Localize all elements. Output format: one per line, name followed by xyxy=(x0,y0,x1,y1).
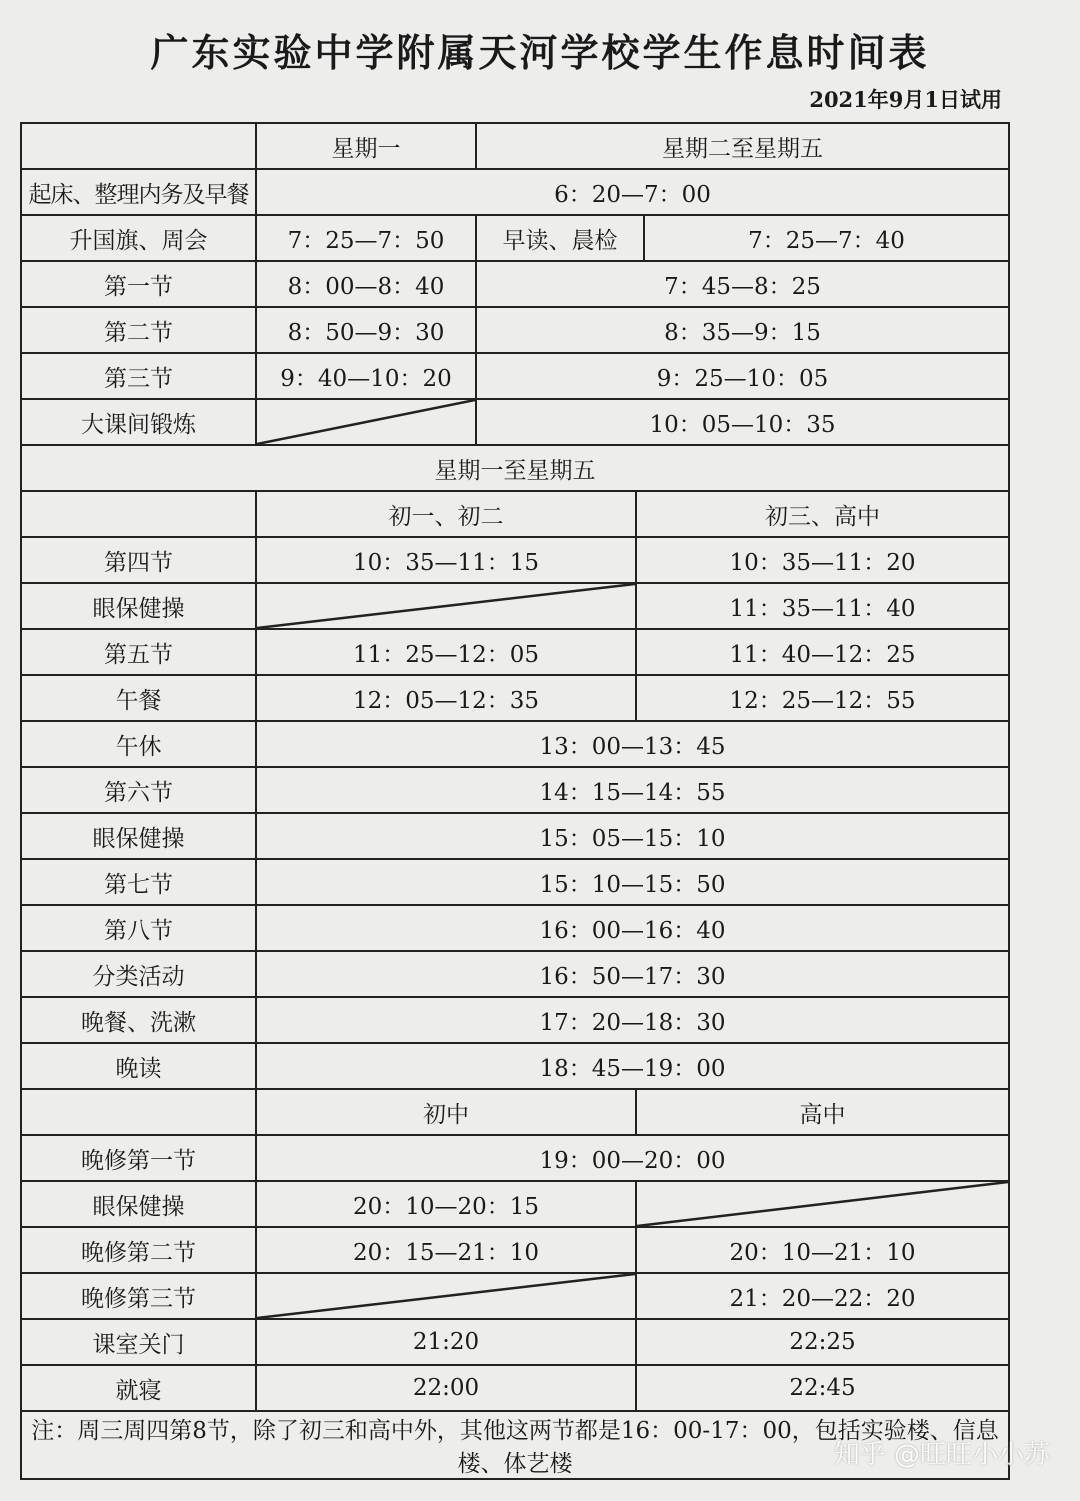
period-label: 第二节 xyxy=(21,307,256,353)
evening-header-row xyxy=(21,1089,1009,1135)
date-note: 2021年9月1日试用 xyxy=(809,87,1002,112)
evening-time-senior: 20：10—21：10 xyxy=(636,1227,1009,1273)
reading-label: 早读、晨检 xyxy=(476,215,644,261)
afternoon-label: 第八节 xyxy=(21,905,256,951)
period-monday-time: 9：40—10：20 xyxy=(256,353,476,399)
header-empty-cell xyxy=(21,491,256,537)
midday-row xyxy=(21,675,1009,721)
evening-time-senior: 21：20—22：20 xyxy=(636,1273,1009,1319)
afternoon-time: 17：20—18：30 xyxy=(256,997,1009,1043)
afternoon-row xyxy=(21,859,1009,905)
footnote: 注：周三周四第8节，除了初三和高中外，其他这两节都是16：00-17：00，包括实验楼、信息楼、体艺楼 xyxy=(21,1411,1009,1479)
evening-label: 晚修第二节 xyxy=(21,1227,256,1273)
period-label: 第一节 xyxy=(21,261,256,307)
period-monday-time: 8：50—9：30 xyxy=(256,307,476,353)
afternoon-label: 第六节 xyxy=(21,767,256,813)
afternoon-label: 午休 xyxy=(21,721,256,767)
midday-time-b: 11：40—12：25 xyxy=(636,629,1009,675)
midday-label: 眼保健操 xyxy=(21,583,256,629)
grade-col-a-header: 初一、初二 xyxy=(256,491,636,537)
evening-label: 课室关门 xyxy=(21,1319,256,1365)
midday-time-a: 11：25—12：05 xyxy=(256,629,636,675)
period-row xyxy=(21,261,1009,307)
midday-label: 第五节 xyxy=(21,629,256,675)
midday-time-b: 10：35—11：20 xyxy=(636,537,1009,583)
midday-row xyxy=(21,583,1009,629)
afternoon-time: 18：45—19：00 xyxy=(256,1043,1009,1089)
midday-row xyxy=(21,629,1009,675)
period-monday-time: 8：00—8：40 xyxy=(256,261,476,307)
header-empty-cell xyxy=(21,123,256,169)
grade-col-b-header: 初三、高中 xyxy=(636,491,1009,537)
header-monday: 星期一 xyxy=(256,123,476,169)
afternoon-label: 分类活动 xyxy=(21,951,256,997)
evening-time: 19：00—20：00 xyxy=(256,1135,1009,1181)
exercise-time: 10：05—10：35 xyxy=(476,399,1009,445)
evening-label: 晚修第三节 xyxy=(21,1273,256,1319)
evening-time-junior: 22:00 xyxy=(256,1365,636,1411)
afternoon-time: 16：00—16：40 xyxy=(256,905,1009,951)
reading-time: 7：25—7：40 xyxy=(644,215,1009,261)
header-empty-cell xyxy=(21,1089,256,1135)
period-label: 第三节 xyxy=(21,353,256,399)
evening-time-junior: 21:20 xyxy=(256,1319,636,1365)
afternoon-time: 16：50—17：30 xyxy=(256,951,1009,997)
midday-span-header xyxy=(21,445,1009,491)
afternoon-row xyxy=(21,813,1009,859)
afternoon-label: 晚餐、洗漱 xyxy=(21,997,256,1043)
junior-header: 初中 xyxy=(256,1089,636,1135)
exercise-row xyxy=(21,399,1009,445)
afternoon-time: 15：05—15：10 xyxy=(256,813,1009,859)
evening-time-junior: 20：10—20：15 xyxy=(256,1181,636,1227)
morning-header-row xyxy=(21,123,1009,169)
period-row xyxy=(21,307,1009,353)
diagonal-empty-cell xyxy=(256,399,476,445)
evening-row xyxy=(21,1135,1009,1181)
midday-time-a: 12：05—12：35 xyxy=(256,675,636,721)
midday-label: 第四节 xyxy=(21,537,256,583)
evening-time-junior: 20：15—21：10 xyxy=(256,1227,636,1273)
period-tue-fri-time: 9：25—10：05 xyxy=(476,353,1009,399)
header-tue-fri: 星期二至星期五 xyxy=(476,123,1009,169)
flag-label: 升国旗、周会 xyxy=(21,215,256,261)
flag-monday-time: 7：25—7：50 xyxy=(256,215,476,261)
midday-time-b: 12：25—12：55 xyxy=(636,675,1009,721)
exercise-label: 大课间锻炼 xyxy=(21,399,256,445)
flag-row xyxy=(21,215,1009,261)
period-tue-fri-time: 8：35—9：15 xyxy=(476,307,1009,353)
afternoon-time: 15：10—15：50 xyxy=(256,859,1009,905)
afternoon-row xyxy=(21,721,1009,767)
afternoon-label: 眼保健操 xyxy=(21,813,256,859)
evening-label: 晚修第一节 xyxy=(21,1135,256,1181)
midday-time-a: 10：35—11：15 xyxy=(256,537,636,583)
period-tue-fri-time: 7：45—8：25 xyxy=(476,261,1009,307)
diagonal-empty-cell xyxy=(636,1181,1009,1227)
diagonal-empty-cell xyxy=(256,583,636,629)
evening-row xyxy=(21,1227,1009,1273)
afternoon-row xyxy=(21,905,1009,951)
afternoon-row xyxy=(21,997,1009,1043)
evening-row xyxy=(21,1365,1009,1411)
schedule-table xyxy=(20,122,1010,1480)
evening-row xyxy=(21,1273,1009,1319)
wake-row xyxy=(21,169,1009,215)
wake-label: 起床、整理内务及早餐 xyxy=(21,169,256,215)
afternoon-label: 晚读 xyxy=(21,1043,256,1089)
midday-label: 午餐 xyxy=(21,675,256,721)
evening-row xyxy=(21,1319,1009,1365)
senior-header: 高中 xyxy=(636,1089,1009,1135)
watermark: 知乎 @旺旺小小苏 xyxy=(833,1440,1050,1470)
diagonal-empty-cell xyxy=(256,1273,636,1319)
evening-label: 就寝 xyxy=(21,1365,256,1411)
afternoon-row xyxy=(21,951,1009,997)
midday-time-b: 11：35—11：40 xyxy=(636,583,1009,629)
midday-row xyxy=(21,537,1009,583)
page-title: 广东实验中学附属天河学校学生作息时间表 xyxy=(150,30,930,75)
afternoon-label: 第七节 xyxy=(21,859,256,905)
evening-time-senior: 22:25 xyxy=(636,1319,1009,1365)
afternoon-row xyxy=(21,767,1009,813)
evening-row xyxy=(21,1181,1009,1227)
evening-time-senior: 22:45 xyxy=(636,1365,1009,1411)
wake-time: 6：20—7：00 xyxy=(256,169,1009,215)
evening-label: 眼保健操 xyxy=(21,1181,256,1227)
weekdays-header: 星期一至星期五 xyxy=(21,445,1009,491)
afternoon-row xyxy=(21,1043,1009,1089)
period-row xyxy=(21,353,1009,399)
afternoon-time: 13：00—13：45 xyxy=(256,721,1009,767)
afternoon-time: 14：15—14：55 xyxy=(256,767,1009,813)
midday-grade-header xyxy=(21,491,1009,537)
